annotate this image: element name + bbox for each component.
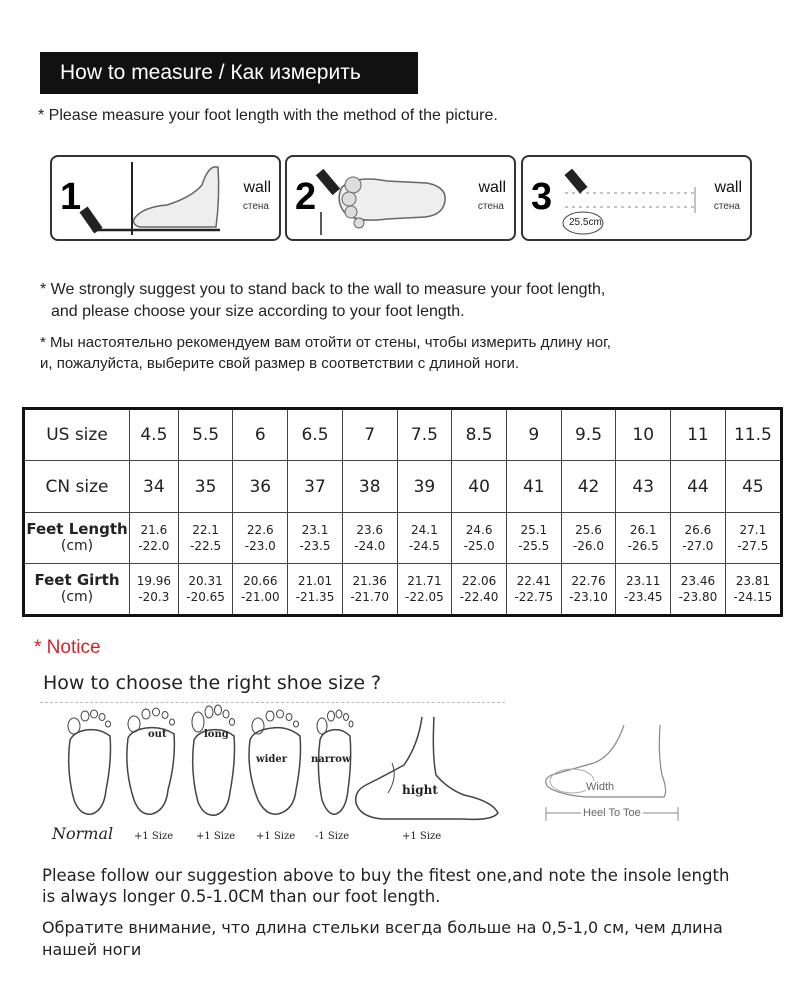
table-cell: 39 [397,461,452,513]
table-cell: 7 [342,409,397,461]
table-cell: 20.66 -21.00 [233,564,288,616]
step-number: 3 [531,176,553,218]
table-cell: 37 [288,461,343,513]
suggest-ru-line-2: и, пожалуйста, выберите свой размер в соответствии с длиной ноги. [40,355,520,372]
table-cell: 7.5 [397,409,452,461]
row-unit: (cm) [60,589,94,605]
suggest-en-line-2: and please choose your size according to your foot length. [51,303,465,320]
wall-label-ru: стена [477,201,504,212]
table-cell: 20.31 -20.65 [178,564,233,616]
foot-out-icon [122,700,180,818]
table-cell: 26.1 -26.5 [616,513,671,564]
table-cell: 22.6 -23.0 [233,513,288,564]
table-cell: 23.81 -24.15 [725,564,781,616]
table-row [24,513,782,564]
foot-long-icon [184,700,242,818]
size-adjust-narrow: -1 Size [315,831,350,842]
row-label: Feet Girth [34,571,120,589]
wall-label-ru: стена [242,201,269,212]
notice-heading: * Notice [34,637,101,658]
page-title: How to measure / Как измерить [40,52,418,94]
foot-label-hight: hight [402,783,438,797]
table-cell: 6.5 [288,409,343,461]
size-adjust-out: +1 Size [134,831,174,842]
table-cell: 4.5 [130,409,179,461]
table-cell: 23.6 -24.0 [342,513,397,564]
step-number: 2 [295,176,317,218]
table-cell: 11.5 [725,409,781,461]
suggest-ru-line-1: * Мы настоятельно рекомендуем вам отойти от стены, чтобы измерить длину ног, [40,334,611,351]
bottom-ru-line-2: нашей ноги [42,940,142,959]
wall-label: wall [714,179,742,196]
foot-label-long: long [204,729,229,740]
intro-text: * Please measure your foot length with the method of the picture. [38,107,498,124]
foot-normal-icon [60,700,118,818]
foot-label-wider: wider [256,754,288,765]
table-cell: 25.1 -25.5 [506,513,561,564]
table-row [24,409,782,461]
step-3-panel [521,155,752,241]
table-cell: 40 [452,461,507,513]
bottom-ru-line-1: Обратите внимание, что длина стельки всегда больше на 0,5-1,0 см, чем длина [42,918,723,937]
table-cell: 9.5 [561,409,616,461]
step-1-panel [50,155,281,241]
row-header [24,564,130,616]
foot-side-illustration [52,157,281,241]
table-cell: 23.1 -23.5 [288,513,343,564]
foot-top-illustration [287,157,516,241]
table-cell: 35 [178,461,233,513]
table-cell: 9 [506,409,561,461]
table-cell: 44 [671,461,726,513]
wall-label-ru: стена [713,201,740,212]
measure-label: 25.5cm [569,217,602,228]
table-cell: 19.96 -20.3 [130,564,179,616]
bottom-en-line-1: Please follow our suggestion above to buy the fitest one,and note the insole length [42,866,730,885]
size-adjust-long: +1 Size [196,831,236,842]
foot-high-instep-icon [352,715,502,825]
table-cell: 21.01 -21.35 [288,564,343,616]
table-cell: 21.6 -22.0 [130,513,179,564]
table-row [24,461,782,513]
row-header [24,461,130,513]
table-cell: 10 [616,409,671,461]
width-label: Width [586,781,615,793]
table-cell: 38 [342,461,397,513]
table-cell: 23.11 -23.45 [616,564,671,616]
table-cell: 21.71 -22.05 [397,564,452,616]
table-cell: 27.1 -27.5 [725,513,781,564]
row-unit: (cm) [60,538,94,554]
table-cell: 26.6 -27.0 [671,513,726,564]
table-cell: 8.5 [452,409,507,461]
bottom-en-line-2: is always longer 0.5-1.0CM than our foot length. [42,887,441,906]
howto-heading: How to choose the right shoe size ? [43,672,382,694]
row-label: CN size [45,476,109,497]
table-cell: 34 [130,461,179,513]
suggest-en-line-1: * We strongly suggest you to stand back to the wall to measure your foot length, [40,281,606,298]
step-2-panel [285,155,516,241]
table-cell: 41 [506,461,561,513]
table-cell: 5.5 [178,409,233,461]
table-cell: 45 [725,461,781,513]
table-cell: 24.1 -24.5 [397,513,452,564]
row-header [24,409,130,461]
table-cell: 25.6 -26.0 [561,513,616,564]
table-cell: 21.36 -21.70 [342,564,397,616]
table-cell: 11 [671,409,726,461]
ruler-illustration [523,157,752,241]
table-cell: 24.6 -25.0 [452,513,507,564]
size-table [22,407,783,617]
row-label: US size [46,425,108,445]
table-row [24,564,782,616]
foot-label-normal: Normal [52,824,114,843]
row-label: Feet Length [26,520,128,538]
table-cell: 22.06 -22.40 [452,564,507,616]
step-number: 1 [60,176,82,218]
size-adjust-hight: +1 Size [402,831,442,842]
size-adjust-wider: +1 Size [256,831,296,842]
table-cell: 22.1 -22.5 [178,513,233,564]
foot-label-narrow: narrow [311,754,351,765]
table-cell: 22.41 -22.75 [506,564,561,616]
table-cell: 6 [233,409,288,461]
table-cell: 36 [233,461,288,513]
table-cell: 42 [561,461,616,513]
table-cell: 43 [616,461,671,513]
heel-to-toe-label: Heel To Toe [583,807,641,819]
foot-label-out: out [148,729,167,740]
wall-label: wall [243,179,271,196]
table-cell: 23.46 -23.80 [671,564,726,616]
wall-label: wall [478,179,506,196]
table-cell: 22.76 -23.10 [561,564,616,616]
row-header [24,513,130,564]
